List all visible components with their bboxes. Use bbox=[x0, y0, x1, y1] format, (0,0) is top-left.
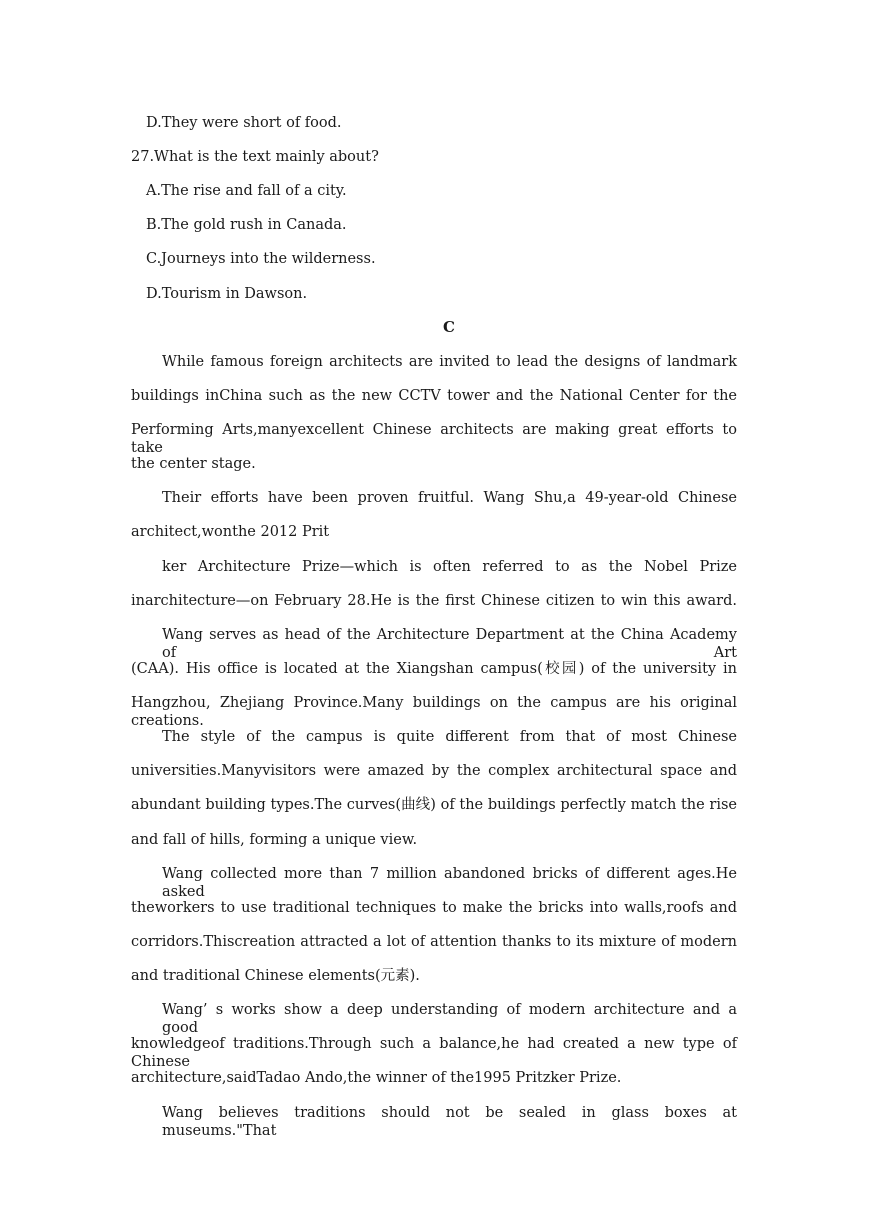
passage-line: universities.Manyvisitors were amazed by the complex architectural space and bbox=[131, 763, 737, 779]
section-heading: C bbox=[443, 318, 455, 336]
option-d-prev: D.They were short of food. bbox=[146, 115, 342, 131]
passage-line: Hangzhou, Zhejiang Province.Many buildings on the campus are his original creations. bbox=[131, 695, 737, 729]
passage-line: and fall of hills, forming a unique view. bbox=[131, 832, 418, 848]
passage-line: knowledgeof traditions.Through such a balance,he had created a new type of Chinese bbox=[131, 1036, 737, 1070]
passage-line: buildings inChina such as the new CCTV tower and the National Center for the bbox=[131, 388, 737, 404]
question-27-option-c: C.Journeys into the wilderness. bbox=[146, 251, 376, 267]
passage-line: (CAA). His office is located at the Xiangshan campus(校园) of the university in bbox=[131, 661, 737, 677]
passage-line: the center stage. bbox=[131, 456, 256, 472]
passage-line: corridors.Thiscreation attracted a lot of attention thanks to its mixture of modern bbox=[131, 934, 737, 950]
question-27-option-b: B.The gold rush in Canada. bbox=[146, 217, 347, 233]
passage-line: Wang’ s works show a deep understanding of modern architecture and a good bbox=[162, 1002, 737, 1036]
passage-line: abundant building types.The curves(曲线) of the buildings perfectly match the rise bbox=[131, 797, 737, 813]
passage-line: architecture,saidTadao Ando,the winner of the1995 Pritzker Prize. bbox=[131, 1070, 622, 1086]
question-27-option-d: D.Tourism in Dawson. bbox=[146, 286, 308, 302]
question-27-stem: 27.What is the text mainly about? bbox=[131, 149, 379, 165]
question-27-option-a: A.The rise and fall of a city. bbox=[146, 183, 347, 199]
passage-line: Wang serves as head of the Architecture Department at the China Academy of Art bbox=[162, 627, 737, 661]
passage-line: architect,wonthe 2012 Prit bbox=[131, 524, 330, 540]
passage-line: inarchitecture—on February 28.He is the first Chinese citizen to win this award. bbox=[131, 593, 737, 609]
passage-line: ker Architecture Prize—which is often referred to as the Nobel Prize bbox=[162, 559, 737, 575]
passage-line: Wang collected more than 7 million abandoned bricks of different ages.He asked bbox=[162, 866, 737, 900]
passage-line: The style of the campus is quite different from that of most Chinese bbox=[162, 729, 737, 745]
passage-line: Their efforts have been proven fruitful. Wang Shu,a 49-year-old Chinese bbox=[162, 490, 737, 506]
passage-line: While famous foreign architects are invited to lead the designs of landmark bbox=[162, 354, 737, 370]
passage-line: theworkers to use traditional techniques to make the bricks into walls,roofs and bbox=[131, 900, 737, 916]
passage-line: Performing Arts,manyexcellent Chinese architects are making great efforts to take bbox=[131, 422, 737, 456]
passage-line: Wang believes traditions should not be sealed in glass boxes at museums."That bbox=[162, 1105, 737, 1139]
passage-line: and traditional Chinese elements(元素). bbox=[131, 968, 420, 984]
